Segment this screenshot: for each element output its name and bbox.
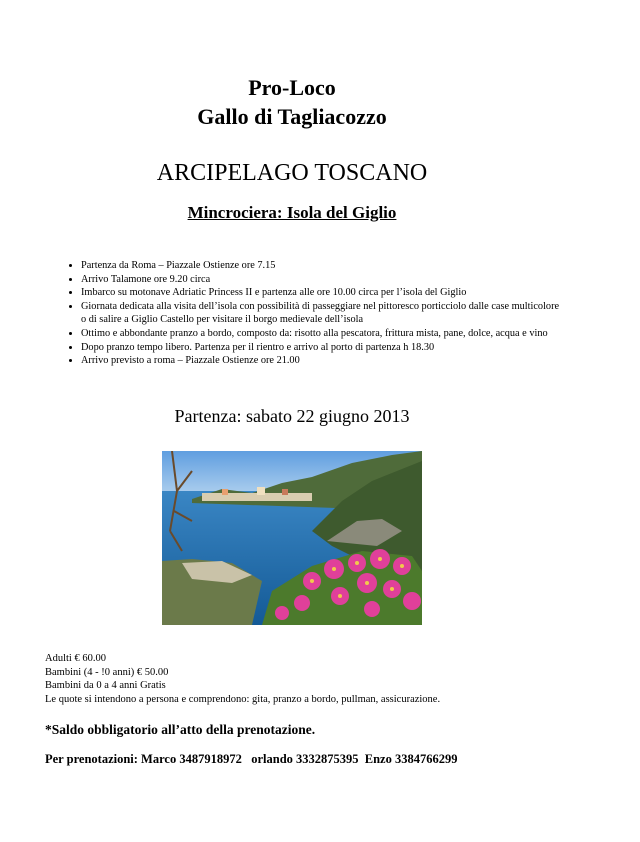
price-list: [45, 652, 440, 706]
org-title-line1: Pro-Loco: [248, 75, 336, 100]
itinerary-item: • Imbarco su motonave Adriatic Princess II e partenza alle ore 10.00 circa per l’isola del Giglio: [81, 286, 561, 300]
org-title-line2: Gallo di Tagliacozzo: [197, 104, 387, 129]
price-infants: Bambini da 0 a 4 anni Gratis: [45, 680, 166, 692]
island-landscape-photo: [162, 451, 422, 625]
price-includes: Le quote si intendono a persona e comprendono: gita, pranzo a bordo, pullman, assicurazione.: [45, 693, 441, 705]
price-children: Bambini (4 - !0 anni) € 50.00: [45, 666, 169, 678]
itinerary-item: • Partenza da Roma – Piazzale Ostienze ore 7.15: [81, 259, 561, 273]
itinerary-item: • Ottimo e abbondante pranzo a bordo, composto da: risotto alla pescatora, frittura mista, pane, dolce, acqua e vino: [81, 327, 561, 341]
booking-contacts: Per prenotazioni: Marco 3487918972 orlando 3332875395 Enzo 3384766299: [45, 752, 458, 766]
itinerary-item: • Arrivo Talamone ore 9.20 circa: [81, 273, 561, 287]
itinerary-item: • Dopo pranzo tempo libero. Partenza per il rientro e arrivo al porto di partenza h 18.30: [81, 341, 561, 355]
price-adults: Adulti € 60.00: [45, 653, 106, 664]
departure-date: Partenza: sabato 22 giugno 2013: [174, 406, 410, 426]
itinerary-item: • Arrivo previsto a roma – Piazzale Ostienze ore 21.00: [81, 354, 561, 368]
trip-subtitle: Mincrociera: Isola del Giglio: [187, 203, 397, 222]
destination-title: ARCIPELAGO TOSCANO: [156, 160, 428, 186]
itinerary-list: [62, 259, 561, 368]
payment-note: *Saldo obbligatorio all’atto della prenotazione.: [45, 722, 316, 737]
itinerary-item: • Giornata dedicata alla visita dell’isola con possibilità di passeggiare nel pittoresco porticciolo dalle case multicolore o di salire a Giglio Castello per visitare il borgo medievale dell’isola: [81, 300, 561, 327]
